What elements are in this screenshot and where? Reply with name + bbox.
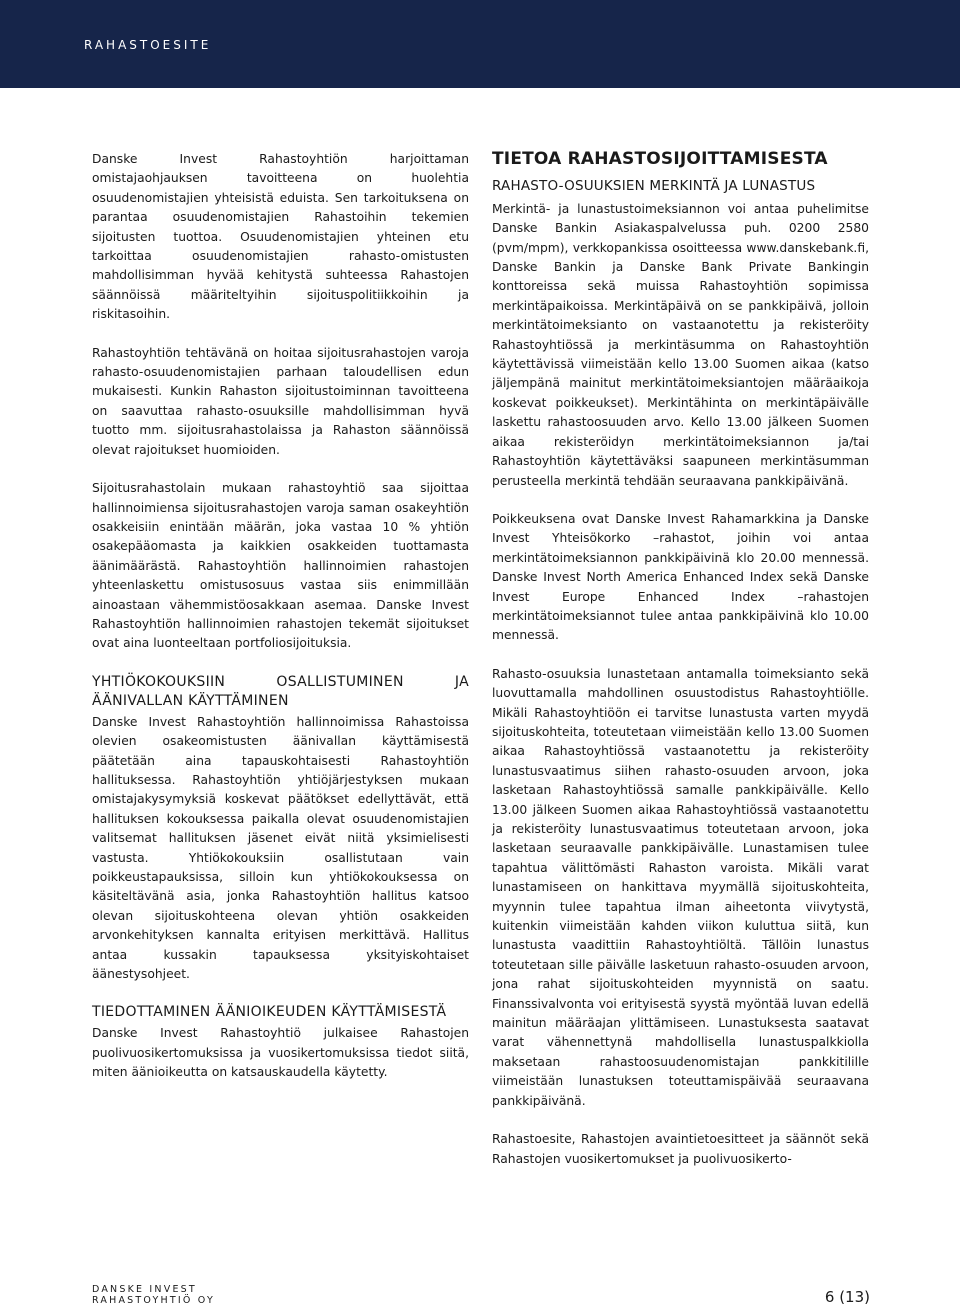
right-column xyxy=(492,150,869,1169)
section-subheading-subscription: RAHASTO-OSUUKSIEN MERKINTÄ JA LUNASTUS xyxy=(492,178,816,195)
page-number: 6 (13) xyxy=(824,1288,870,1306)
left-column xyxy=(92,150,469,1083)
left-paragraph-2: Rahastoyhtiön tehtävänä on hoitaa sijoitusrahastojen varoja rahasto-osuudenomistajien parhaan taloudellisen edun mukaisesti. Kunkin Rahaston sijoitustoiminnan tavoitteena on saavuttaa rahasto-osuuksille mahdollisimman hyvä tuotto mm. sijoitusrahastolaissa ja Rahaston säännöissä olevat rajoitukset huomioiden. xyxy=(92,345,469,457)
section-heading-shareholder-meetings: YHTIÖKOKOUKSIIN OSALLISTUMINEN JA ÄÄNIVALLAN KÄYTTÄMINEN xyxy=(92,673,469,709)
section-heading-fund-investing: TIETOA RAHASTOSIJOITTAMISESTA xyxy=(492,149,828,169)
left-paragraph-1: Danske Invest Rahastoyhtiön harjoittaman omistajaohjauksen tavoitteena on huolehtia osuudenomistajien yhteisistä eduista. Sen tarkoituksena on parantaa osuudenomistajien Rahastoihin tekemien sijoitusten tuottoa. Osuudenomistajien yhteinen etu tarkoittaa osuudenomistajien rahasto-omistusten mahdollisimman hyvää kehitystä suhteessa Rahastojen säännöissä määriteltyihin sijoituspolitiikkoihin ja riskitasoihin. xyxy=(92,152,469,322)
right-paragraph-1: Merkintä- ja lunastustoimeksiannon voi antaa puhelimitse Danske Bankin Asiakaspalvelussa puh. 0200 2580 (pvm/mpm), verkkopankissa osoitteessa www.danskebank.fi, Danske Bankin ja Danske Bank Private Bankingin konttoreissa sekä muissa Rahastoyhtiön sopimissa merkintäpaikoissa. Merkintäpäivä on se pankkipäivä, jolloin merkintätoimeksianto on vastaanotettu ja rekisteröity Rahastoyhtiössä ja merkintäsumma on Rahastoyhtiön käytettävissä viimeistään kello 13.00 Suomen aikaa (katso jäljempänä mainitut merkintätoimeksiantojen määräaikoja koskevat poikkeukset). Merkintähinta on merkintäpäivälle laskettu rahastoosuuden arvo. Kello 13.00 jälkeen Suomen aikaa rekisteröidyn merkintätoimeksiannon ja/tai Rahastoyhtiön käytettäväksi saapuneen merkintäsumman perusteella merkintä tehdään seuraavana pankkipäivänä. xyxy=(492,201,869,488)
footer-company-line-1: DANSKE INVEST xyxy=(92,1284,197,1295)
left-paragraph-4: Danske Invest Rahastoyhtiön hallinnoimissa Rahastoissa olevien osakeomistusten äänivallan käyttämisestä päätetään aina tapauskohtaisesti Rahastoyhtiön hallituksessa. Rahastoyhtiön yhtiöjärjestyksen mukaan omistajakysymyksiä koskevat päätökset edellyttävät, että hallituksen kokouksessa paikalla olevat osuudenomistajien valitsemat hallituksen jäsenet eivät niitä yksimielisesti vastusta. Yhtiökokouksiin osallistutaan vain poikkeustapauksissa, silloin kun yhtiökokouksessa on käsiteltävänä asia, jonka Rahastoyhtiön hallitus katsoo olevan sijoituskohteena olevan yhtiön osakkeiden arvonkehityksen kannalta erityisen merkittävä. Hallitus antaa kussakin tapauksessa yksityiskohtaiset äänestysohjeet. xyxy=(92,714,469,982)
left-paragraph-5: Danske Invest Rahastoyhtiö julkaisee Rahastojen puolivuosikertomuksissa ja vuosikertomuksissa tiedot siitä, miten äänioikeutta on katsauskaudella käytetty. xyxy=(92,1026,469,1080)
left-paragraph-3: Sijoitusrahastolain mukaan rahastoyhtiö saa sijoittaa hallinnoimiensa sijoitusrahastojen varoja saman osakeyhtiön osakkeisiin enintään määrän, joka vastaa 10 % yhtiön osakepääomasta ja kaikkien osakkeiden tuottamasta äänimäärästä. Rahastoyhtiön hallinnoimien rahastojen yhteenlaskettu omistusosuus vastaa siis enimmillään ainoastaan vähemmistöosakkaan asemaa. Danske Invest Rahastoyhtiön hallinnoimien rahastojen tekemät sijoitukset ovat aina luonteeltaan portfoliosijoituksia. xyxy=(92,481,469,651)
footer-company-name xyxy=(92,1284,215,1306)
footer-company-line-2: RAHASTOYHTIÖ OY xyxy=(92,1295,215,1306)
right-paragraph-3: Rahasto-osuuksia lunastetaan antamalla toimeksianto sekä luovuttamalla mahdollinen osuustodistus Rahastoyhtiölle. Mikäli Rahastoyhtiöön ei tarvitse lunastusta varten myydä sijoituskohteita, toteutetaan viimeistään kello 13.00 Suomen aikaa Rahastoyhtiössä vastaanotettu ja rekisteröity lunastusvaatimus siihen rahasto-osuuden arvoon, joka lasketaan Rahastoyhtiössä samalle pankkipäivälle. Kello 13.00 jälkeen Suomen aikaa Rahastoyhtiössä vastaanotettu ja rekisteröity lunastusvaatimus toteutetaan arvoon, joka lasketaan seuraavalle pankkipäivälle. Lunastamisen tulee tapahtua välittömästi Rahaston varoista. Mikäli varat lunastamiseen on hankittava myymällä sijoituskohteita, myynnin tulee tapahtua ilman aiheetonta viivytystä, kuitenkin viimeistään kahden viikon kuluttua siitä, kun lunastusta vaadittiin Rahastoyhtiöltä. Tällöin lunastus toteutetaan sille päivälle lasketuun rahasto-osuuden arvoon, jona rahat sijoituskohteiden myynnistä on saatu. Finanssivalvonta voi erityisestä syystä myöntää luvan edellä mainitun määräajan ylittämiseen. Lunastuksesta saatavat varat vähennettynä mahdollisella lunastuspalkkiolla maksetaan rahastoosuudenomistajan pankkitilille viimeistään lunastuksen toteuttamispäivää seuraavana pankkipäivänä. xyxy=(492,666,869,1108)
right-paragraph-2: Poikkeuksena ovat Danske Invest Rahamarkkina ja Danske Invest Yhteisökorko –rahastot, joihin voi antaa merkintätoimeksiannon pankkipäivinä klo 20.00 mennessä. Danske Invest North America Enhanced Index sekä Danske Invest Europe Enhanced Index –rahastojen merkintätoimeksiannot tulee antaa pankkipäivinä klo 10.00 mennessä. xyxy=(492,511,869,643)
document-title: RAHASTOESITE xyxy=(84,38,212,52)
section-heading-voting-disclosure: TIEDOTTAMINEN ÄÄNIOIKEUDEN KÄYTTÄMISESTÄ xyxy=(92,1004,447,1021)
right-paragraph-4: Rahastoesite, Rahastojen avaintietoesitteet ja säännöt sekä Rahastojen vuosikertomukset ja puolivuosikerto- xyxy=(492,1132,869,1166)
header-bar xyxy=(0,0,960,88)
